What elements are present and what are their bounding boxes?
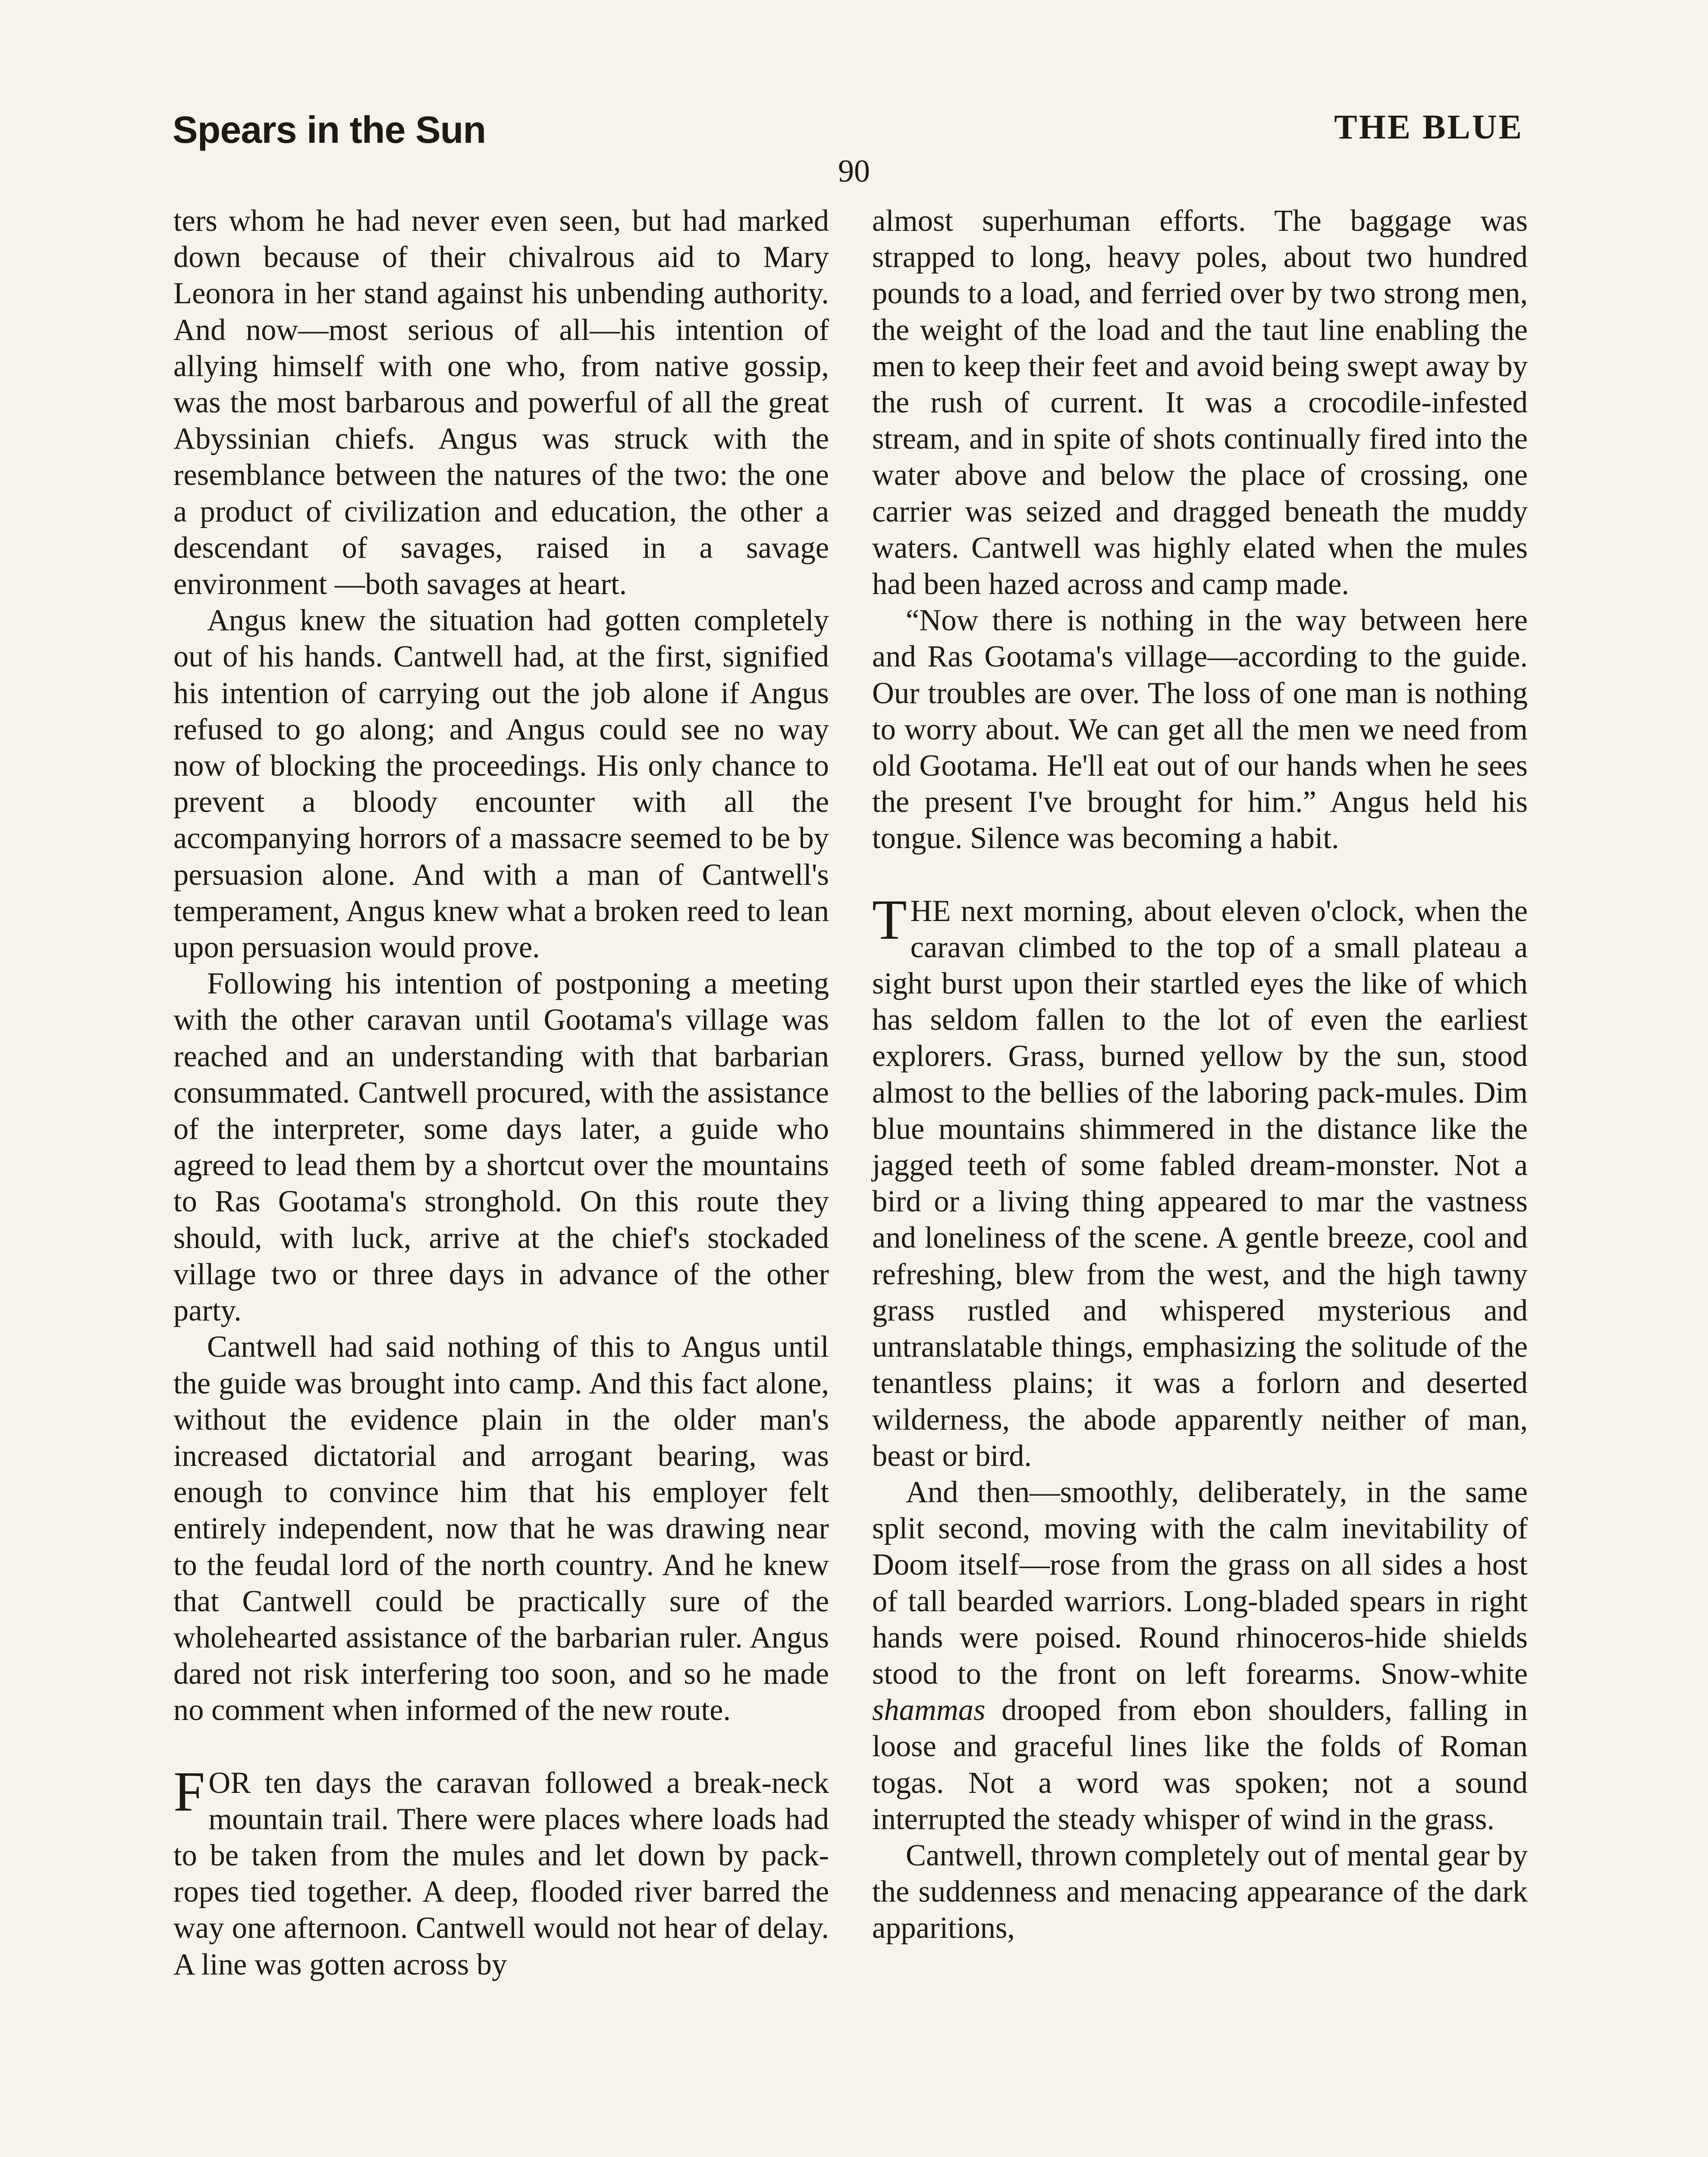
magazine-name: THE BLUE bbox=[1334, 108, 1523, 146]
paragraph: almost superhuman efforts. The baggage was strapped to long, heavy poles, about two hundred pounds to a load, and ferried over by two strong men, the weight of the load and the taut line enabling the men to keep their feet and avoid being swept away by the rush of current. It was a crocodile-infested stream, and in spite of shots continually fired into the water above and below the place of crossing, one carrier was seized and dragged beneath the muddy waters. Cantwell was highly elated when the mules had been hazed across and camp made. bbox=[872, 204, 1528, 601]
section-paragraph bbox=[173, 1759, 829, 1983]
paragraph: Cantwell, thrown completely out of mental gear by the suddenness and menacing appearance of the dark apparitions, bbox=[872, 1838, 1528, 1945]
left-column bbox=[173, 203, 829, 1983]
paragraph-text: OR ten days the caravan followed a break-neck mountain trail. There were places where loads had to be taken from the mules and let down by pack-ropes tied together. A deep, flooded river barred the way one afternoon. Cantwell would not hear of delay. A line was gotten across by bbox=[173, 1766, 829, 1981]
paragraph-text: HE next morning, about eleven o'clock, when the caravan climbed to the top of a small plateau a sight burst upon their startled eyes the like of which has seldom fallen to the lot of even the earliest explorers. Grass, burned yellow by the sun, stood almost to the bellies of the laboring pack-mules. Dim blue mountains shimmered in the distance like the jagged teeth of some fabled dream-monster. Not a bird or a living thing appeared to mar the vastness and loneliness of the scene. A gentle breeze, cool and refreshing, blew from the west, and the high tawny grass rustled and whispered mysterious and untranslatable things, emphasizing the solitude of the tenantless plains; it was a forlorn and deserted wilderness, the abode apparently neither of man, beast or bird. bbox=[872, 894, 1528, 1473]
section-paragraph bbox=[872, 887, 1528, 1474]
drop-cap: F bbox=[173, 1759, 205, 1823]
paragraph: Following his intention of postponing a meeting with the other caravan until Gootama's village was reached and an understanding with that barbarian consummated. Cantwell procured, with the assistance of the interpreter, some days later, a guide who agreed to lead them by a shortcut over the mountains to Ras Gootama's stronghold. On this route they should, with luck, arrive at the chief's stockaded village two or three days in advance of the other party. bbox=[173, 967, 829, 1328]
page-number: 90 bbox=[838, 154, 870, 189]
story-title: Spears in the Sun bbox=[173, 108, 486, 151]
paragraph-text: drooped from ebon shoulders, falling in loose and graceful lines like the folds of Roman togas. Not a word was spoken; not a sound interrupted the steady whisper of wind in the grass. bbox=[872, 1693, 1528, 1836]
paragraph: Angus knew the situation had gotten completely out of his hands. Cantwell had, at the first, signified his intention of carrying out the job alone if Angus refused to go along; and Angus could see no way now of blocking the proceedings. His only chance to prevent a bloody encounter with all the accompanying horrors of a massacre seemed to be by persuasion alone. And with a man of Cantwell's temperament, Angus knew what a broken reed to lean upon persuasion would prove. bbox=[173, 604, 829, 965]
drop-cap: T bbox=[872, 887, 907, 951]
paragraph: “Now there is nothing in the way between here and Ras Gootama's village—according to the guide. Our troubles are over. The loss of one man is nothing to worry about. We can get all the men we need from old Gootama. He'll eat out of our hands when he sees the present I've brought for him.” Angus held his tongue. Silence was becoming a habit. bbox=[872, 604, 1528, 855]
italic-word: shammas bbox=[872, 1693, 986, 1727]
paragraph bbox=[872, 1474, 1528, 1837]
paragraph: ters whom he had never even seen, but had marked down because of their chivalrous aid to Mary Leonora in her stand against his unbending authority. And now—most serious of all—his intention of allying himself with one who, from native gossip, was the most barbarous and powerful of all the great Abyssinian chiefs. Angus was struck with the resemblance between the natures of the two: the one a product of civilization and education, the other a descendant of savages, raised in a savage environment —both savages at heart. bbox=[173, 204, 829, 601]
right-column bbox=[872, 203, 1528, 1946]
paragraph: Cantwell had said nothing of this to Angus until the guide was brought into camp. And this fact alone, without the evidence plain in the older man's increased dictatorial and arrogant bearing, was enough to convince him that his employer felt entirely independent, now that he was drawing near to the feudal lord of the north country. And he knew that Cantwell could be practically sure of the wholehearted assistance of the barbarian ruler. Angus dared not risk interfering too soon, and so he made no comment when informed of the new route. bbox=[173, 1330, 829, 1727]
paragraph-text: And then—smoothly, deliberately, in the same split second, moving with the calm inevitability of Doom itself—rose from the grass on all sides a host of tall bearded warriors. Long-bladed spears in right hands were poised. Round rhinoceros-hide shields stood to the front on left forearms. Snow-white bbox=[872, 1475, 1528, 1691]
